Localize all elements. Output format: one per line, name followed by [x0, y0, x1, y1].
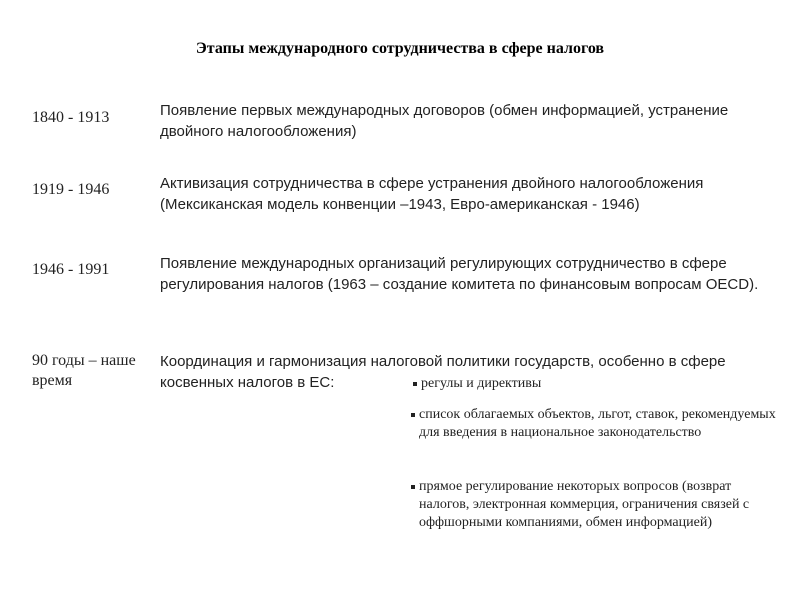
bullet-marker-icon [411, 413, 415, 417]
bullet-text-3: прямое регулирование некоторых вопросов (возврат налогов, электронная коммерция, ограничения связей с оффшорными компаниями, обмен информацией) [419, 479, 750, 530]
stage-description-2: Активизация сотрудничества в сфере устранения двойного налогообложения (Мексиканская модель конвенции –1943, Евро-американская - 1946) [160, 175, 704, 213]
bullet-marker-icon [411, 485, 415, 489]
stage-description-1: Появление первых международных договоров (обмен информацией, устранение двойного налогообложения) [160, 102, 729, 140]
bullet-item-3 [411, 478, 769, 532]
stage-period-2: 1919 - 1946 [32, 181, 110, 198]
stage-description-4: Координация и гармонизация налоговой политики государств, особенно в сфере косвенных налогов в ЕС: [160, 353, 726, 391]
stage-description-3: Появление международных организаций регулирующих сотрудничество в сфере регулирования налогов (1963 – создание комитета по финансовым вопросам OECD). [160, 255, 759, 293]
stage-period-1: 1840 - 1913 [32, 109, 110, 126]
bullet-text-1: регулы и директивы [421, 376, 542, 391]
slide-title: Этапы международного сотрудничества в сфере налогов [195, 40, 605, 57]
bullet-text-2: список облагаемых объектов, льгот, ставок, рекомендуемых для введения в национальное законодательство [419, 407, 776, 440]
bullet-marker-icon [413, 382, 417, 386]
stage-period-3: 1946 - 1991 [32, 261, 110, 278]
bullet-item-1 [413, 375, 601, 393]
bullet-item-2 [411, 406, 789, 442]
stage-period-4: 90 годы – наше время [32, 352, 136, 389]
